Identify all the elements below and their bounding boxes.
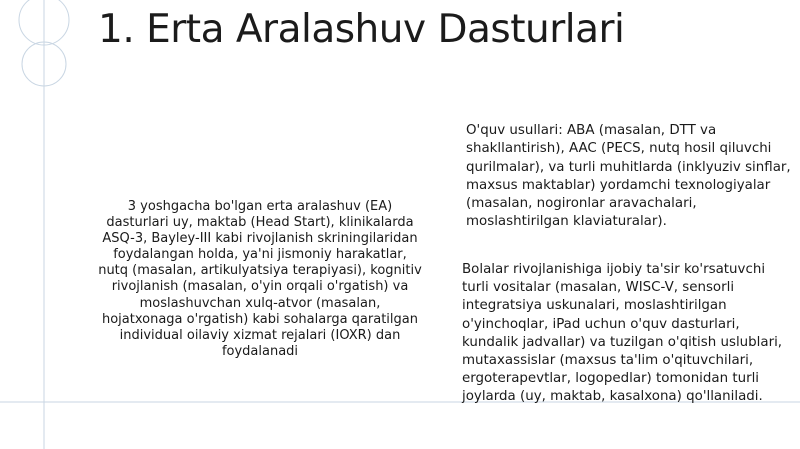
early-intervention-paragraph: 3 yoshgacha bo'lgan erta aralashuv (EA) dasturlari uy, maktab (Head Start), klinikalarda ASQ-3, Bayley-III kabi rivojlanish skriningilaridan foydalangan holda, ya'ni jismoniy harakatlar, nutq (masalan, artikulyatsiya terapiyasi), kognitiv rivojlanish (masalan, o'yin orqali o'rgatish) va moslashuvchan xulq-atvor (masalan, hojatxonaga o'rgatish) kabi sohalarga qaratilgan individual oilaviy xizmat rejalari (IOXR) dan foydalanadi: [98, 199, 422, 359]
slide-title: 1. Erta Aralashuv Dasturlari: [98, 7, 625, 52]
tools-and-specialists-paragraph: Bolalar rivojlanishiga ijobiy ta'sir ko'rsatuvchi turli vositalar (masalan, WISC-V, sensorli integratsiya uskunalari, moslashtirilgan o'yinchoqlar, iPad uchun o'quv dasturlari, kundalik jadvallar) va tuzilgan o'qitish uslublari, mutaxassislar (maxsus ta'lim o'qituvchilari, ergoterapevtlar, logopedlar) tomonidan turli joylarda (uy, maktab, kasalxona) qo'llaniladi.: [462, 262, 783, 405]
teaching-methods-paragraph: O'quv usullari: ABA (masalan, DTT va shakllantirish), AAC (PECS, nutq hosil qiluvchi qurilmalar), va turli muhitlarda (inklyuziv sinflar, maxsus maktablar) yordamchi texnologiyalar (masalan, nogironlar aravachalari, moslashtirilgan klaviaturalar).: [466, 123, 791, 230]
decor-circle-top: [19, 0, 69, 45]
decor-circle-bottom: [22, 42, 66, 86]
